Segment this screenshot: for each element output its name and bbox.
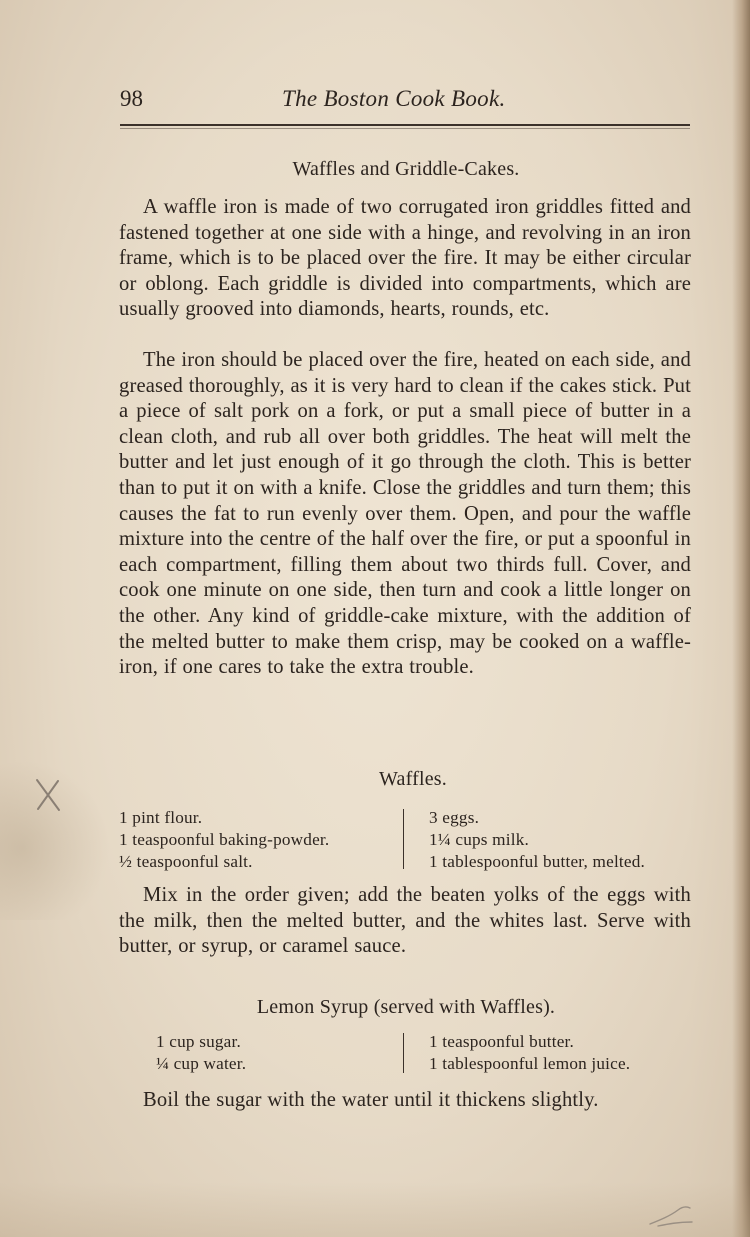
ingredients-divider bbox=[403, 1033, 404, 1073]
waffles-ingredients-right bbox=[429, 807, 645, 873]
waffles-directions: Mix in the order given; add the beaten yolks of the eggs with the milk, then the melted butter, and the whites last. Serve with butter, or syrup, or caramel sauce. bbox=[119, 884, 691, 958]
ingredient-item: 1¼ cups milk. bbox=[429, 830, 529, 849]
page-bottom-shadow bbox=[0, 1182, 750, 1237]
ingredient-item: 1 cup sugar. bbox=[156, 1032, 241, 1051]
pencil-x-mark bbox=[33, 778, 63, 812]
header-rule-thin bbox=[120, 128, 690, 129]
intro-paragraph-1: A waffle iron is made of two corrugated iron griddles fitted and fastened together at one side with a hinge, and revolving in an iron frame, which is to be placed over the fire. It may be either circular or oblong. Each griddle is divided into compartments, which are usually grooved into diamonds, hearts, rounds, etc. bbox=[119, 196, 691, 321]
section-heading: Waffles and Griddle-Cakes. bbox=[292, 158, 520, 180]
lemon-syrup-ingredients-right bbox=[429, 1031, 630, 1075]
lemon-syrup-directions: Boil the sugar with the water until it thickens slightly. bbox=[143, 1089, 599, 1111]
ingredient-item: ½ teaspoonful salt. bbox=[119, 852, 253, 871]
waffles-recipe-title: Waffles. bbox=[379, 768, 447, 790]
lemon-syrup-title: Lemon Syrup (served with Waffles). bbox=[256, 996, 556, 1018]
ingredient-item: 1 teaspoonful baking-powder. bbox=[119, 830, 330, 849]
pencil-corner-mark bbox=[648, 1198, 694, 1228]
ingredients-divider bbox=[403, 809, 404, 869]
page-edge-shadow bbox=[732, 0, 750, 1237]
ingredient-item: 1 tablespoonful lemon juice. bbox=[429, 1054, 631, 1073]
ingredient-item: 1 teaspoonful butter. bbox=[429, 1032, 575, 1051]
lemon-syrup-ingredients-left bbox=[156, 1031, 246, 1075]
ingredient-item: ¼ cup water. bbox=[156, 1054, 247, 1073]
page-number: 98 bbox=[120, 86, 143, 111]
waffles-ingredients bbox=[119, 807, 691, 873]
intro-paragraph-2: The iron should be placed over the fire, heated on each side, and greased thoroughly, as it is very hard to clean if the cakes stick. Put a piece of salt pork on a fork, or put a small piece of butter in a clean cloth, and rub all over both griddles. The heat will melt the butter and let just enough of it go through the cloth. This is better than to put it on with a knife. Close the griddles and turn them; this causes the fat to run evenly over them. Open, and pour the waffle mixture into the centre of the half over the fire, or put a spoonful in each compartment, filling them about two thirds full. Cover, and cook one minute on one side, then turn and cook a little longer on the other. Any kind of griddle-cake mixture, with the addition of the melted butter to make them crisp, may be cooked on a waffle-iron, if one cares to take the extra trouble. bbox=[119, 349, 691, 679]
ingredient-item: 1 tablespoonful butter, melted. bbox=[429, 852, 646, 871]
running-title: The Boston Cook Book. bbox=[282, 86, 506, 111]
lemon-syrup-ingredients bbox=[119, 1031, 691, 1077]
waffles-ingredients-left bbox=[119, 807, 329, 873]
running-header bbox=[120, 86, 695, 116]
ingredient-item: 3 eggs. bbox=[429, 808, 480, 827]
ingredient-item: 1 pint flour. bbox=[119, 808, 203, 827]
header-rule bbox=[120, 124, 690, 126]
